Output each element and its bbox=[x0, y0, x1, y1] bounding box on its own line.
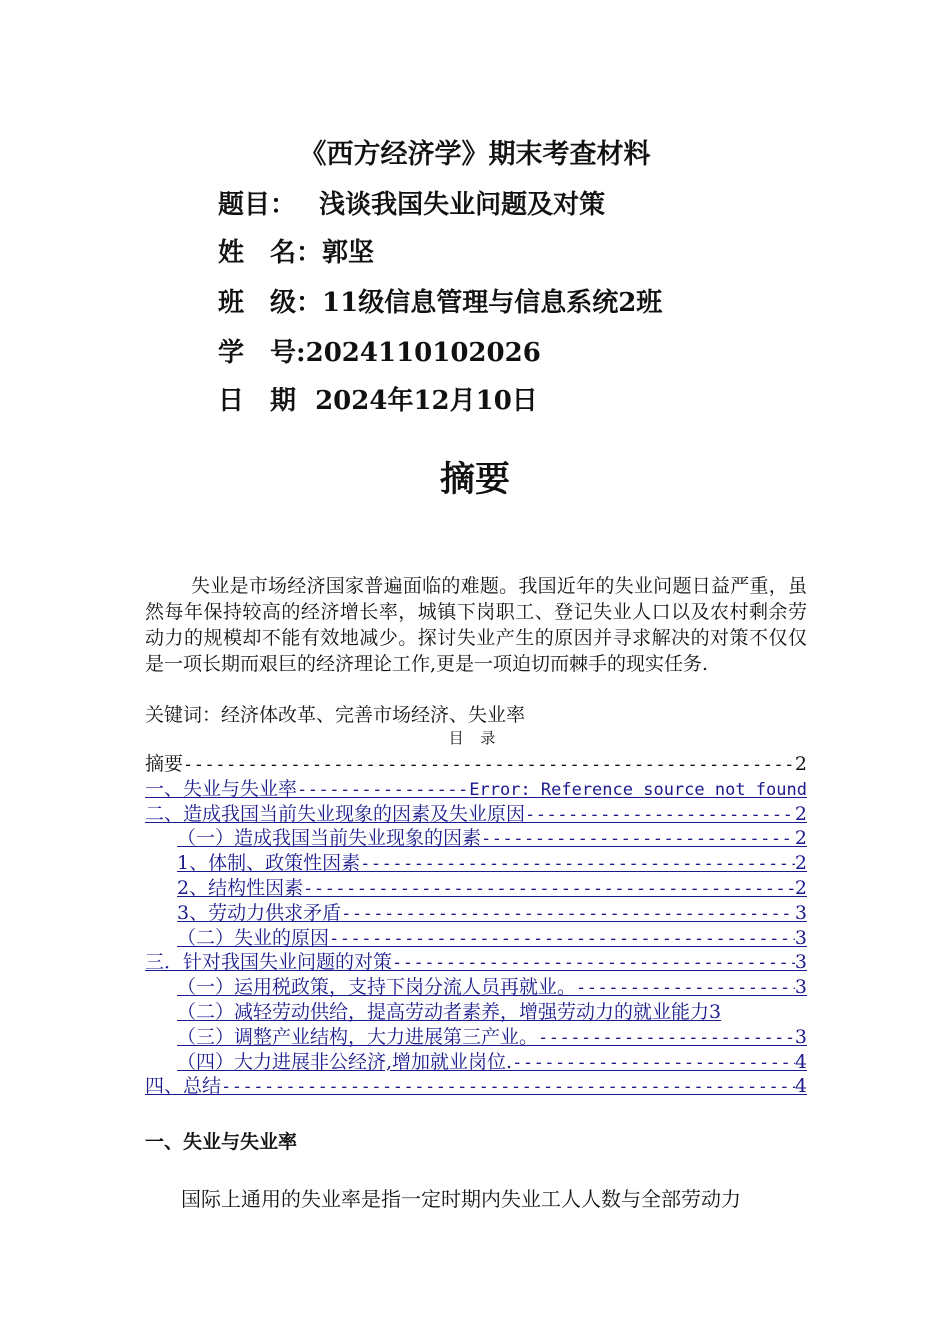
toc-page-number: 2 bbox=[794, 876, 807, 898]
date-line bbox=[218, 380, 538, 417]
toc-entry-link[interactable] bbox=[145, 972, 807, 997]
toc-entry-link[interactable] bbox=[145, 1047, 807, 1072]
class-line bbox=[218, 282, 662, 319]
toc-leader bbox=[297, 780, 469, 799]
toc-entry-link[interactable] bbox=[145, 997, 807, 1022]
toc-entry-text: 三．针对我国失业问题的对策 bbox=[145, 951, 393, 973]
toc-page-number: 3 bbox=[794, 951, 807, 973]
toc-entry-text: （二）减轻劳动供给，提高劳动者素养，增强劳动力的就业能力 bbox=[177, 1000, 710, 1022]
toc-entry-link[interactable] bbox=[145, 1022, 807, 1047]
toc-entry-link[interactable] bbox=[145, 898, 807, 923]
toc-entry-abstract[interactable] bbox=[145, 749, 807, 774]
toc-page-number: 2 bbox=[794, 802, 807, 824]
toc-page-number: 2 bbox=[794, 753, 807, 774]
toc-leader bbox=[525, 805, 795, 824]
toc-entry-text: 二、造成我国当前失业现象的因素及失业原因 bbox=[145, 802, 526, 824]
toc-entry-text: 一、失业与失业率 bbox=[145, 777, 298, 799]
toc-entry-link[interactable] bbox=[145, 947, 807, 972]
name-label: 姓 名： bbox=[218, 238, 323, 268]
toc-entry-text: 摘要 bbox=[145, 753, 184, 774]
toc-reference-error: Error: Reference source not found bbox=[469, 779, 807, 799]
toc-page-number: 3 bbox=[709, 1000, 722, 1022]
date-label: 日 期 bbox=[218, 386, 297, 416]
toc-leader bbox=[481, 829, 795, 848]
student-id-label: 学 号: bbox=[218, 338, 306, 368]
toc-entry-text: （四）大力进展非公经济,增加就业岗位. bbox=[177, 1050, 513, 1072]
topic-value: 浅谈我国失业问题及对策 bbox=[319, 190, 606, 220]
toc-leader bbox=[392, 953, 795, 972]
toc-entry-text: （一）造成我国当前失业现象的因素 bbox=[177, 827, 482, 849]
toc-entry-text: （三）调整产业结构，大力进展第三产业。 bbox=[177, 1025, 539, 1047]
toc-entry-text: （一）运用税政策，支持下岗分流人员再就业。 bbox=[177, 976, 577, 997]
toc-leader bbox=[341, 904, 795, 923]
class-value: 11级信息管理与信息系统2班 bbox=[322, 288, 663, 318]
toc-entry-link[interactable] bbox=[145, 799, 807, 824]
table-of-contents bbox=[145, 749, 807, 1096]
toc-page-number: 3 bbox=[794, 1025, 807, 1047]
toc-entry-link[interactable] bbox=[145, 923, 807, 948]
date-value: 2024年12月10日 bbox=[315, 386, 538, 416]
toc-entry-text: （二）失业的原因 bbox=[177, 926, 330, 948]
toc-page-number: 3 bbox=[794, 901, 807, 923]
toc-leader bbox=[360, 854, 795, 873]
abstract-paragraph: 失业是市场经济国家普遍面临的难题。我国近年的失业问题日益严重，虽然每年保持较高的经济增长率，城镇下岗职工、登记失业人口以及农村剩余劳动力的规模却不能有效地减少。探讨失业产生的原因并寻求解决的对策不仅仅是一项长期而艰巨的经济理论工作,更是一项迫切而棘手的现实任务. bbox=[145, 575, 807, 675]
name-value: 郭坚 bbox=[322, 238, 375, 268]
toc-leader bbox=[329, 929, 795, 948]
toc-entry-link[interactable] bbox=[145, 873, 807, 898]
section-paragraph: 国际上通用的失业率是指一定时期内失业工人人数与全部劳动力 bbox=[181, 1187, 741, 1211]
toc-entry-link[interactable] bbox=[145, 774, 807, 799]
toc-page-number: 2 bbox=[794, 852, 807, 873]
student-id-value: 2024110102026 bbox=[305, 338, 541, 368]
class-label: 班 级： bbox=[218, 288, 323, 318]
document-title: 《西方经济学》期末考查材料 bbox=[299, 139, 651, 170]
toc-leader bbox=[221, 1077, 795, 1096]
toc-leader bbox=[576, 978, 795, 997]
toc-entry-link[interactable] bbox=[145, 823, 807, 848]
keywords-line: 关键词：经济体改革、完善市场经济、失业率 bbox=[145, 704, 526, 726]
toc-entry-link[interactable] bbox=[145, 1071, 807, 1096]
toc-leader bbox=[538, 1028, 795, 1047]
toc-page-number: 4 bbox=[794, 1050, 807, 1072]
toc-leader bbox=[303, 879, 795, 898]
toc-entry-text: 2、结构性因素 bbox=[177, 876, 304, 898]
section-heading: 一、失业与失业率 bbox=[145, 1131, 298, 1153]
toc-page-number: 3 bbox=[794, 926, 807, 948]
toc-page-number: 3 bbox=[794, 976, 807, 997]
toc-entry-text: 1、体制、政策性因素 bbox=[177, 852, 361, 873]
toc-entry-text: 四、总结 bbox=[145, 1075, 222, 1097]
topic-label: 题目： bbox=[218, 190, 297, 220]
toc-leader bbox=[183, 755, 795, 774]
toc-title: 目 录 bbox=[448, 729, 502, 747]
toc-entry-link[interactable] bbox=[145, 848, 807, 873]
topic-line bbox=[218, 184, 605, 221]
toc-page-number: 2 bbox=[794, 827, 807, 849]
toc-leader bbox=[512, 1053, 795, 1072]
toc-page-number: 4 bbox=[794, 1075, 807, 1097]
toc-entry-text: 3、劳动力供求矛盾 bbox=[177, 901, 342, 923]
name-line bbox=[218, 232, 374, 269]
abstract-heading: 摘要 bbox=[439, 459, 510, 500]
student-id-line bbox=[218, 332, 541, 369]
